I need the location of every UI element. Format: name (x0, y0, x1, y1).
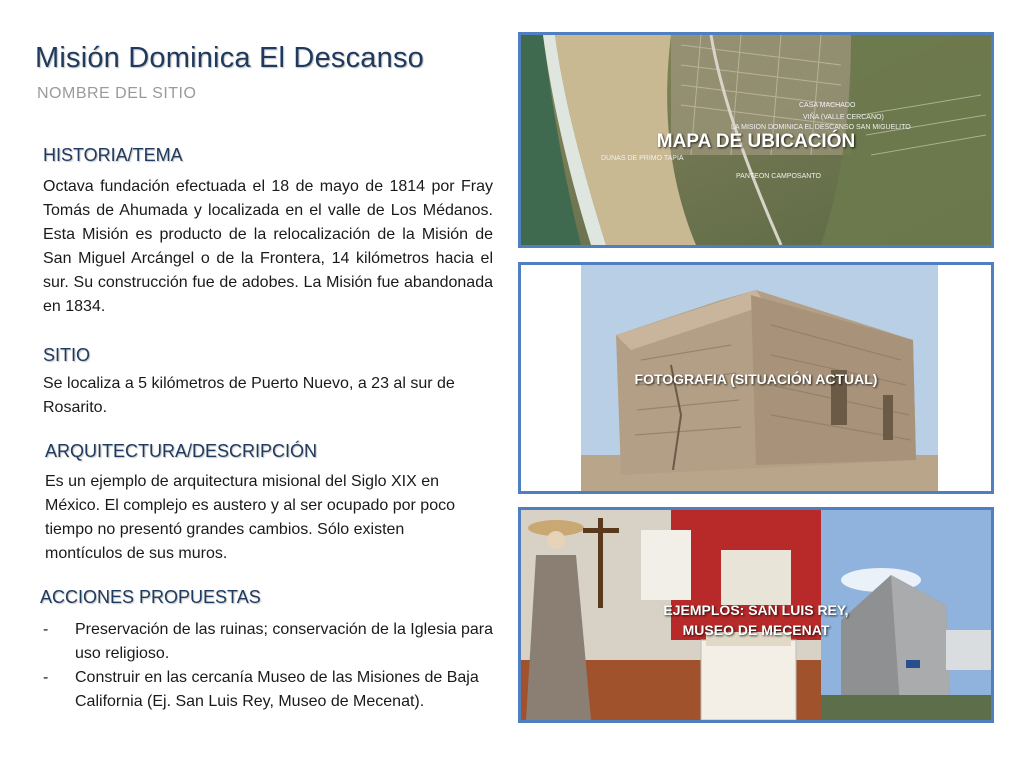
map-label: LA MISION DOMINICA EL DESCANSO SAN MIGUELITO (731, 124, 911, 131)
list-item: - Construir en las cercanía Museo de las Misiones de Baja California (Ej. San Luis Rey, Museo de Mecenat). (43, 669, 479, 710)
historia-text: Octava fundación efectuada el 18 de mayo de 1814 por Fray Tomás de Ahumada y localizada en el valle de Los Médanos. Esta Misión es producto de la relocalización de la Misión de San Miguel Arcángel o de la Frontera, 14 kilómetros hacia el sur. Su construcción fue de adobes. La Misión fue abandonada en 1834. (43, 178, 493, 315)
examples-label-line2: MUSEO DE MECENAT (682, 622, 830, 638)
sitio-heading: SITIO (43, 345, 91, 365)
map-panel-label: MAPA DE UBICACIÓN (656, 131, 856, 152)
map-label: DUNAS DE PRIMO TAPIA (601, 155, 684, 162)
map-label: VIÑA (VALLE CERCANO) (803, 114, 884, 121)
page-title: Misión Dominica El Descanso (35, 42, 424, 74)
examples-panel-label (521, 600, 991, 640)
examples-label-line1: EJEMPLOS: SAN LUIS REY, (663, 602, 849, 618)
photo-panel-label: FOTOGRAFIA (SITUACIÓN ACTUAL) (634, 371, 878, 387)
acciones-list (43, 618, 498, 714)
historia-heading: HISTORIA/TEMA (43, 145, 183, 165)
page-subtitle: NOMBRE DEL SITIO (37, 85, 197, 102)
arquitectura-heading: ARQUITECTURA/DESCRIPCIÓN (45, 441, 318, 461)
photo-panel (518, 262, 994, 494)
examples-panel (518, 507, 994, 723)
list-item: - Preservación de las ruinas; conservación de la Iglesia para uso religioso. (43, 621, 494, 662)
sitio-text: Se localiza a 5 kilómetros de Puerto Nuevo, a 23 al sur de Rosarito. (43, 375, 455, 416)
map-panel (518, 32, 994, 248)
map-label: PANTEON CAMPOSANTO (736, 173, 821, 180)
arquitectura-text: Es un ejemplo de arquitectura misional del Siglo XIX en México. El complejo es austero y al ser ocupado por poco tiempo no presentó grandes cambios. Sólo existen montículos de sus muros. (45, 473, 455, 562)
map-label: CASA MACHADO (799, 102, 856, 109)
acciones-heading: ACCIONES PROPUESTAS (40, 587, 261, 607)
